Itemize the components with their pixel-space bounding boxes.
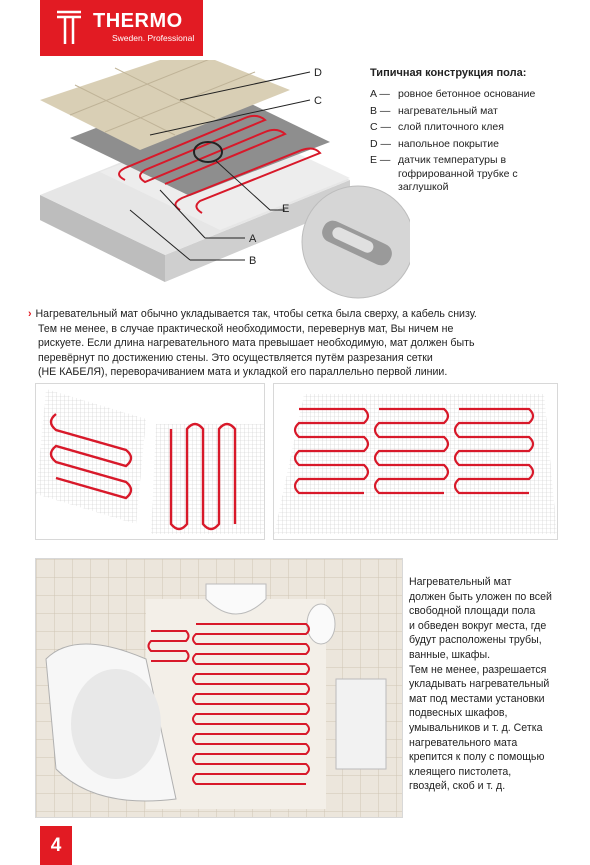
legend-key: C — xyxy=(370,121,391,133)
bathroom-layout-photo xyxy=(35,558,403,818)
bathroom-description xyxy=(409,575,579,794)
legend-text: слой плиточного клея xyxy=(398,121,504,133)
legend-text: напольное покрытие xyxy=(398,137,499,150)
legend-item xyxy=(370,105,563,119)
legend-list xyxy=(370,88,563,198)
description-line: крепится к полу с помощью xyxy=(409,751,545,764)
legend-item xyxy=(370,121,563,135)
legend-text: датчик температуры в гофрированной трубке с заглушкой xyxy=(398,154,518,193)
description-line: и обведен вокруг места, где xyxy=(409,619,547,632)
description-line: гвоздей, скоб и т. д. xyxy=(409,780,506,793)
bullet-arrow-icon: › xyxy=(28,308,32,320)
logo-brand: THERMO xyxy=(93,10,183,32)
label-e: E xyxy=(282,203,290,215)
legend-title: Типичная конструкция пола: xyxy=(370,67,527,79)
cabinet xyxy=(336,679,386,769)
description-line: клеящего пистолета, xyxy=(409,765,512,778)
legend-item xyxy=(370,138,563,152)
description-line: умывальников и т. д. Сетка xyxy=(409,721,543,734)
legend-item xyxy=(370,88,563,102)
paragraph-line-text: Нагревательный мат обычно укладывается так, чтобы сетка была сверху, а кабель снизу. xyxy=(35,308,477,320)
paragraph-line xyxy=(28,307,558,322)
description-line: укладывать нагревательный xyxy=(409,678,550,691)
legend-key: E — xyxy=(370,154,391,166)
page-number: 4 xyxy=(40,826,72,865)
paragraph-line: Тем не менее, в случае практической необходимости, перевернув мат, Вы ничем не xyxy=(38,322,454,335)
label-c: C xyxy=(314,95,322,107)
label-d: D xyxy=(314,67,322,79)
paragraph-line: рискуете. Если длина нагревательного мата превышает необходимую, мат должен быть xyxy=(38,337,475,350)
legend-text: нагревательный мат xyxy=(398,104,498,117)
folded-mat-photo xyxy=(35,383,265,540)
description-line: подвесных шкафов, xyxy=(409,707,508,720)
thermo-logo-icon xyxy=(54,8,84,48)
floor-construction-diagram xyxy=(30,60,410,300)
legend-text: ровное бетонное основание xyxy=(398,88,536,100)
description-line: Тем не менее, разрешается xyxy=(409,663,547,676)
label-a: A xyxy=(249,233,257,245)
logo-tagline: Sweden. Professional xyxy=(112,33,195,43)
label-b: B xyxy=(249,255,257,267)
legend-key: A — xyxy=(370,88,390,100)
flat-mat-photo xyxy=(273,383,558,540)
legend-item xyxy=(370,154,563,195)
description-line: будут расположены трубы, xyxy=(409,634,542,647)
mat-laying-paragraph xyxy=(28,307,558,380)
description-line: мат под местами установки xyxy=(409,692,545,705)
description-line: ванные, шкафы. xyxy=(409,648,491,661)
paragraph-line: перевёрнут по достижению стены. Это осуществляется путём разрезания сетки xyxy=(38,351,433,364)
legend-key: D — xyxy=(370,137,391,150)
toilet xyxy=(307,604,335,644)
description-line: свободной площади пола xyxy=(409,605,536,618)
paragraph-line: (НЕ КАБЕЛЯ), переворачиванием мата и укладкой его параллельно первой линии. xyxy=(38,366,448,379)
description-line: должен быть уложен по всей xyxy=(409,590,552,603)
thermo-logo xyxy=(40,0,203,56)
legend-key: B — xyxy=(370,104,391,117)
description-line: Нагревательный мат xyxy=(409,576,512,588)
description-line: нагревательного мата xyxy=(409,736,518,749)
